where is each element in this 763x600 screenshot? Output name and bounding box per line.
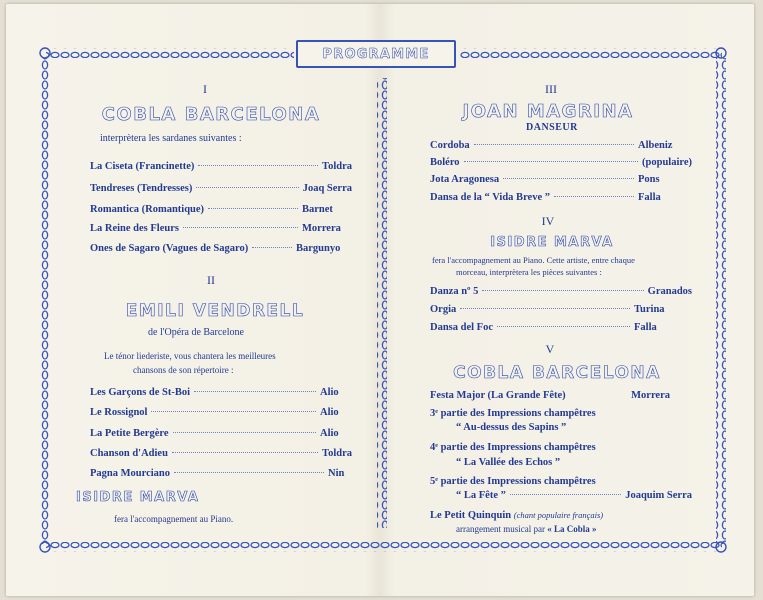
- part-intro: chansons de son répertoire :: [133, 365, 234, 375]
- arrangement-credit: arrangement musical par « La Cobla »: [456, 524, 597, 534]
- part-subtitle: DANSEUR: [526, 122, 578, 133]
- part-intro: interprètera les sardanes suivantes :: [100, 133, 242, 144]
- list-item: Pagna Mourciano Nin: [90, 468, 345, 479]
- list-item: 5ᵉ partie des Impressions champêtres: [430, 476, 596, 487]
- list-item: Boléro (populaire): [430, 157, 692, 168]
- list-item: 3ᵉ partie des Impressions champêtres: [430, 408, 596, 419]
- part-intro: morceau, interprètera les pièces suivantes :: [456, 267, 602, 277]
- list-item: Jota Aragonesa Pons: [430, 174, 660, 185]
- list-item: “ Au-dessus des Sapins ”: [456, 422, 567, 433]
- accompanist-name: ISIDRE MARVA: [76, 490, 200, 505]
- part-numeral: V: [545, 342, 555, 356]
- list-item: “ La Vallée des Echos ”: [456, 457, 561, 468]
- part-title: EMILI VENDRELL: [125, 301, 305, 321]
- list-item: Dansa de la “ Vida Breve ” Falla: [430, 192, 661, 203]
- list-item: Tendreses (Tendresses) Joaq Serra: [90, 183, 352, 194]
- list-item: Cordoba Albeniz: [430, 140, 673, 151]
- part-title: JOAN MAGRINA: [462, 101, 634, 122]
- list-item: La Ciseta (Francinette) Toldra: [90, 161, 352, 172]
- list-item: La Petite Bergère Alio: [90, 428, 339, 439]
- list-item: Le Rossignol Alio: [90, 407, 339, 418]
- part-title: ISIDRE MARVA: [490, 235, 614, 250]
- programme-header: [296, 40, 456, 68]
- list-item: “ La Fête ” Joaquim Serra: [456, 490, 692, 501]
- part-intro: fera l'accompagnement au Piano. Cette artiste, entre chaque: [432, 255, 635, 265]
- list-item: Chanson d'Adieu Toldra: [90, 448, 352, 459]
- list-item: Le Petit Quinquin (chant populaire français): [430, 510, 604, 521]
- accompanist-note: fera l'accompagnement au Piano.: [114, 514, 234, 524]
- list-item: Les Garçons de St-Boi Alio: [90, 387, 339, 398]
- list-item: Danza nº 5 Granados: [430, 286, 692, 297]
- programme-title: PROGRAMME: [322, 47, 430, 62]
- list-item: Orgia Turina: [430, 304, 665, 315]
- part-numeral: IV: [541, 214, 555, 228]
- part-subtitle: de l'Opéra de Barcelone: [148, 327, 244, 338]
- part-intro: Le ténor liederiste, vous chantera les meilleures: [104, 351, 276, 361]
- list-item: Festa Major (La Grande Fête) Morrera: [430, 390, 670, 401]
- list-item: La Reine des Fleurs Morrera: [90, 223, 341, 234]
- list-item: 4ᵉ partie des Impressions champêtres: [430, 442, 596, 453]
- list-item: Ones de Sagaro (Vagues de Sagaro) Bargunyo: [90, 243, 341, 254]
- part-numeral: I: [203, 82, 207, 96]
- part-numeral: II: [207, 273, 215, 287]
- part-title: COBLA BARCELONA: [453, 363, 661, 383]
- list-item: Dansa del Foc Falla: [430, 322, 657, 333]
- part-numeral: III: [545, 82, 557, 96]
- part-title: COBLA BARCELONA: [101, 104, 321, 125]
- list-item: Romantica (Romantique) Barnet: [90, 204, 333, 215]
